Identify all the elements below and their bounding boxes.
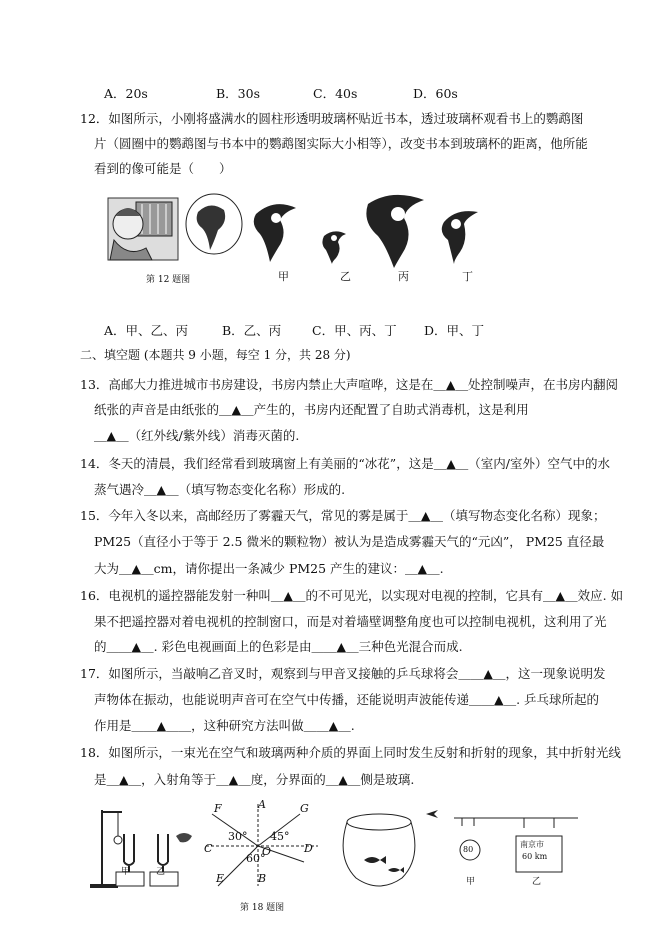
fish-bowl-figure	[334, 808, 424, 892]
q13-line-2: 纸张的声音是由纸张的＿▲＿产生的，书房内还配置了自助式消毒机，这是利用	[94, 402, 529, 417]
q16-line-3: 的＿＿▲＿. 彩色电视画面上的色彩是由＿＿▲＿三种色光混合而成.	[94, 639, 463, 654]
q11-option-b: B．30s	[216, 86, 261, 101]
distance-sign-city: 南京市	[520, 840, 544, 849]
q12-label-bing: 丙	[398, 270, 409, 283]
ray-label-c: C	[204, 842, 213, 855]
fork-label-jia: 甲	[121, 867, 131, 877]
fish-icon	[388, 867, 404, 873]
q12-label-yi: 乙	[340, 270, 351, 283]
q18-figure-caption: 第 18 题图	[240, 903, 285, 913]
parrot-ding-icon	[442, 211, 478, 264]
fish-icon	[364, 856, 386, 864]
q18-line-1: 18．如图所示，一束光在空气和玻璃两种介质的界面上同时发生反射和折射的现象，其中折射光线	[80, 745, 621, 760]
ray-label-g: G	[300, 802, 309, 815]
speed-limit-value: 80	[463, 845, 474, 854]
angle-30: 30°	[228, 830, 248, 843]
q16-line-2: 果不把遥控器对着电视机的控制窗口，而是对着墙壁调整角度也可以控制电视机，这利用了光	[94, 614, 607, 629]
tuning-fork-yi-icon	[150, 834, 178, 886]
section-heading: 二、填空题 (本题共 9 小题，每空 1 分，共 28 分)	[80, 348, 351, 362]
ping-pong-ball-icon	[114, 836, 122, 844]
q17-line-1: 17．如图所示，当敲响乙音叉时，观察到与甲音叉接触的乒乓球将会＿＿▲＿，这一现象说明发	[80, 666, 606, 681]
q13-line-3: ＿▲＿（红外线/紫外线）消毒灭菌的.	[94, 428, 300, 443]
magnified-parrot-icon	[186, 194, 242, 254]
parrot-yi-icon	[322, 231, 346, 264]
q12-line-1: 12．如图所示，小刚将盛满水的圆柱形透明玻璃杯贴近书本，透过玻璃杯观看书上的鹦鹉图	[80, 111, 584, 126]
q13-line-1: 13．高邮大力推进城市书房建设，书房内禁止大声喧哗，这是在＿▲＿处控制噪声，在书房内翻阅	[80, 377, 619, 392]
q17-line-2: 声物体在振动，也能说明声音可在空气中传播，还能说明声波能传递＿＿▲＿. 乒乓球所起的	[94, 692, 600, 707]
boy-reading-icon	[108, 198, 178, 260]
parrot-bing-icon	[366, 195, 424, 268]
ray-label-o: O	[262, 845, 272, 858]
q11-option-d: D．60s	[413, 86, 458, 101]
q15-line-1: 15．今年入冬以来，高邮经历了雾霾天气，常见的雾是属于＿▲＿（填写物态变化名称）现象；	[80, 508, 606, 523]
eye-arrow-icon	[424, 806, 444, 822]
angle-60: 60°	[246, 852, 266, 865]
sign-label-jia: 甲	[466, 877, 476, 887]
q15-line-3: 大为＿▲＿cm，请你提出一条减少 PM25 产生的建议：＿▲＿.	[94, 561, 444, 576]
q17-line-3: 作用是＿＿▲＿＿，这种研究方法叫做＿＿▲＿.	[94, 718, 355, 733]
hammer-hand-icon	[176, 833, 192, 842]
fork-label-yi: 乙	[156, 867, 166, 877]
q16-line-1: 16．电视机的遥控器能发射一种叫＿▲＿的不可见光，以实现对电视的控制，它具有＿▲＿效应. 如	[80, 588, 624, 603]
q12-line-2: 片（圆圈中的鹦鹉图与书本中的鹦鹉图实际大小相等），改变书本到玻璃杯的距离，他所能	[94, 136, 588, 151]
ray-label-b: B	[258, 872, 267, 885]
q12-option-c: C．甲、丙、丁	[312, 323, 397, 338]
q11-option-c: C．40s	[313, 86, 358, 101]
q14-line-1: 14．冬天的清晨，我们经常看到玻璃窗上有美丽的“冰花”，这是＿▲＿（室内/室外）空气中的水	[80, 456, 611, 471]
tuning-fork-figure	[88, 806, 198, 890]
q12-option-b: B．乙、丙	[222, 323, 282, 338]
angle-45: 45°	[270, 830, 290, 843]
q12-label-ding: 丁	[462, 270, 473, 283]
q15-line-2: PM25（直径小于等于 2.5 微米的颗粒物）被认为是造成雾霾天气的“元凶”， PM25 直径最	[94, 534, 605, 549]
ray-label-f: F	[214, 802, 222, 815]
q18-line-2: 是＿▲＿，入射角等于＿▲＿度，分界面的＿▲＿侧是玻璃.	[94, 772, 415, 787]
ray-label-d: D	[304, 842, 313, 855]
ray-label-a: A	[258, 798, 266, 811]
q12-option-a: A．甲、乙、丙	[104, 323, 189, 338]
q14-line-2: 蒸气遇冷＿▲＿（填写物态变化名称）形成的.	[94, 482, 346, 497]
q11-option-a: A．20s	[104, 86, 148, 101]
q12-option-d: D．甲、丁	[424, 323, 485, 338]
ray-label-e: E	[216, 872, 225, 885]
distance-sign-km: 60 km	[522, 852, 548, 861]
q12-label-jia: 甲	[278, 270, 289, 283]
sign-label-yi: 乙	[532, 877, 542, 887]
q12-line-3: 看到的像可能是（ ）	[94, 161, 232, 176]
q12-figure-caption: 第 12 题图	[146, 275, 191, 285]
tuning-fork-jia-icon	[116, 834, 144, 886]
parrot-jia-icon	[254, 204, 296, 262]
